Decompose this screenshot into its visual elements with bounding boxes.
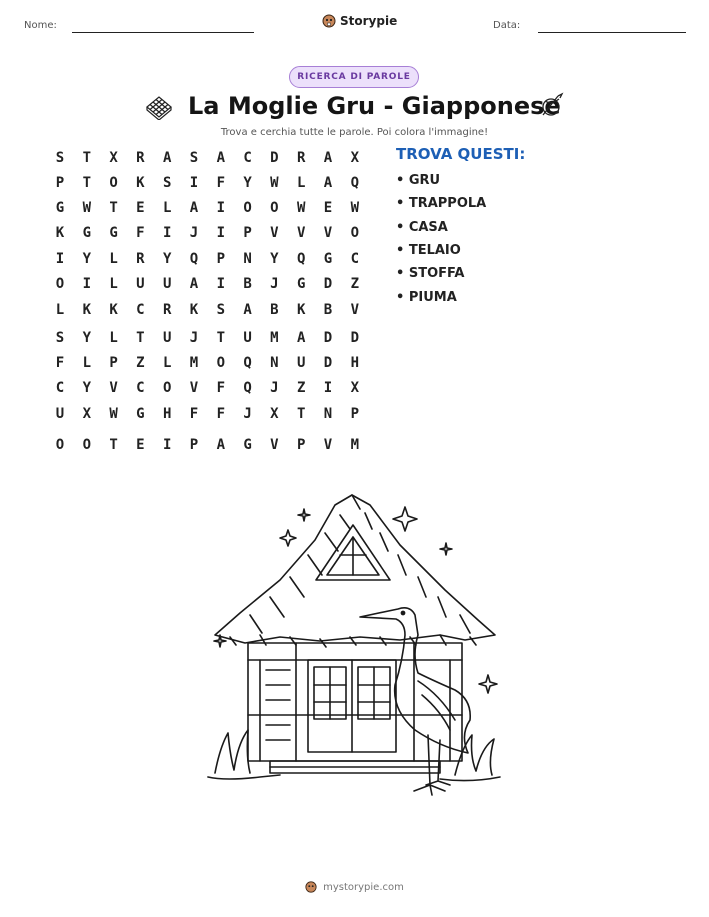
grid-letter[interactable]: I — [216, 276, 226, 292]
grid-letter[interactable]: P — [350, 406, 360, 422]
crane-bird — [360, 608, 470, 753]
grid-letter[interactable]: S — [55, 330, 65, 346]
grid-letter[interactable]: G — [296, 276, 306, 292]
grid-letter[interactable]: C — [350, 251, 360, 267]
grid-letter[interactable]: D — [323, 355, 333, 371]
grid-letter[interactable]: U — [136, 276, 145, 292]
grid-letter[interactable]: Z — [136, 355, 145, 371]
page-title: La Moglie Gru - Giapponese — [188, 92, 561, 120]
grid-letter[interactable]: I — [162, 437, 172, 453]
date-label: Data: — [493, 20, 521, 31]
activity-badge: RICERCA DI PAROLE — [289, 66, 419, 88]
grid-letter[interactable]: O — [55, 276, 65, 292]
grid-letter[interactable]: O — [270, 200, 279, 216]
word-list-title: TROVA QUESTI: — [396, 145, 526, 163]
grid-letter[interactable]: T — [82, 150, 92, 166]
word-item: • PIUMA — [396, 290, 457, 305]
instructions: Trova e cerchia tutte le parole. Poi colora l'immagine! — [220, 127, 489, 138]
grid-letter[interactable]: X — [270, 406, 279, 422]
grid-letter[interactable]: Y — [82, 380, 92, 396]
grid-letter[interactable]: D — [323, 276, 333, 292]
grid-letter[interactable]: G — [109, 225, 118, 241]
grid-letter[interactable]: R — [296, 150, 306, 166]
grid-letter[interactable]: J — [189, 225, 199, 241]
grid-letter[interactable]: E — [136, 200, 145, 216]
brand-name: Storypie — [340, 14, 398, 28]
grid-letter[interactable]: V — [109, 380, 118, 396]
grid-letter[interactable]: W — [109, 406, 118, 422]
grid-letter[interactable]: G — [55, 200, 65, 216]
date-line[interactable] — [538, 32, 686, 33]
grid-letter[interactable]: G — [243, 437, 252, 453]
word-item: • CASA — [396, 220, 448, 235]
coloring-illustration[interactable] — [200, 485, 510, 805]
grid-letter[interactable]: M — [270, 330, 279, 346]
grid-letter[interactable]: G — [323, 251, 333, 267]
thatched-roof — [215, 495, 495, 643]
grid-letter[interactable]: I — [189, 175, 199, 191]
grid-letter[interactable]: F — [216, 175, 226, 191]
woven-fabric-icon — [144, 94, 174, 120]
grid-letter[interactable]: L — [109, 251, 118, 267]
word-item: • STOFFA — [396, 266, 465, 281]
grid-letter[interactable]: B — [323, 302, 333, 318]
grid-letter[interactable]: Q — [350, 175, 360, 191]
grid-letter[interactable]: E — [136, 437, 145, 453]
grid-letter[interactable]: M — [189, 355, 199, 371]
grid-letter[interactable]: G — [82, 225, 92, 241]
grid-letter[interactable]: L — [162, 355, 172, 371]
grid-letter[interactable]: B — [243, 276, 252, 292]
grass-tuft — [215, 730, 250, 773]
grid-letter[interactable]: Y — [162, 251, 172, 267]
grid-letter[interactable]: A — [323, 175, 333, 191]
grid-letter[interactable]: F — [55, 355, 65, 371]
grid-letter[interactable]: Q — [243, 355, 252, 371]
grid-letter[interactable]: Q — [189, 251, 199, 267]
grid-letter[interactable]: R — [136, 150, 145, 166]
grid-letter[interactable]: T — [216, 330, 226, 346]
grid-letter[interactable]: K — [296, 302, 306, 318]
grid-letter[interactable]: A — [323, 150, 333, 166]
grid-letter[interactable]: I — [82, 276, 92, 292]
grid-letter[interactable]: W — [296, 200, 306, 216]
grid-letter[interactable]: P — [189, 437, 199, 453]
grid-letter[interactable]: K — [109, 302, 118, 318]
grid-letter[interactable]: P — [55, 175, 65, 191]
grid-letter[interactable]: L — [82, 355, 92, 371]
grid-letter[interactable]: U — [162, 276, 172, 292]
grid-letter[interactable]: Q — [243, 380, 252, 396]
grid-letter[interactable]: S — [55, 150, 65, 166]
grid-letter[interactable]: P — [296, 437, 306, 453]
grid-letter[interactable]: I — [55, 251, 65, 267]
grid-letter[interactable]: V — [323, 225, 333, 241]
grid-letter[interactable]: L — [55, 302, 65, 318]
grid-letter[interactable]: F — [216, 406, 226, 422]
grid-letter[interactable]: V — [270, 225, 279, 241]
grid-letter[interactable]: M — [350, 437, 360, 453]
grid-letter[interactable]: O — [162, 380, 172, 396]
grid-letter[interactable]: Y — [270, 251, 279, 267]
grid-letter[interactable]: T — [136, 330, 145, 346]
grid-letter[interactable]: V — [189, 380, 199, 396]
grid-letter[interactable]: O — [243, 200, 252, 216]
grid-letter[interactable]: V — [296, 225, 306, 241]
grid-letter[interactable]: F — [216, 380, 226, 396]
grid-letter[interactable]: J — [270, 276, 279, 292]
grid-letter[interactable]: T — [109, 200, 118, 216]
grid-letter[interactable]: A — [216, 150, 226, 166]
grid-letter[interactable]: V — [323, 437, 333, 453]
grid-letter[interactable]: N — [270, 355, 279, 371]
grass-tuft — [455, 735, 494, 775]
grid-letter[interactable]: H — [350, 355, 360, 371]
grid-letter[interactable]: U — [296, 355, 306, 371]
grid-letter[interactable]: R — [136, 251, 145, 267]
grid-letter[interactable]: V — [270, 437, 279, 453]
grid-letter[interactable]: J — [243, 406, 252, 422]
grid-letter[interactable]: O — [55, 437, 65, 453]
grid-letter[interactable]: C — [55, 380, 65, 396]
grid-letter[interactable]: I — [216, 200, 226, 216]
grid-letter[interactable]: P — [109, 355, 118, 371]
grid-letter[interactable]: T — [82, 175, 92, 191]
grid-letter[interactable]: K — [136, 175, 145, 191]
grid-letter[interactable]: A — [162, 150, 172, 166]
word-item: • GRU — [396, 173, 441, 188]
grid-letter[interactable]: A — [296, 330, 306, 346]
name-label: Nome: — [24, 20, 57, 31]
grid-letter[interactable]: U — [55, 406, 65, 422]
grid-letter[interactable]: N — [243, 251, 252, 267]
grid-letter[interactable]: C — [136, 302, 145, 318]
grid-letter[interactable]: Y — [82, 330, 92, 346]
grid-letter[interactable]: A — [189, 200, 199, 216]
grid-letter[interactable]: Q — [296, 251, 306, 267]
grid-letter[interactable]: S — [216, 302, 226, 318]
grid-letter[interactable]: L — [109, 330, 118, 346]
grid-letter[interactable]: S — [162, 175, 172, 191]
grid-letter[interactable]: J — [189, 330, 199, 346]
sparkle-icon — [479, 675, 497, 693]
sparkle-icon — [298, 509, 310, 521]
footer-url[interactable]: mystorypie.com — [323, 881, 404, 893]
grid-letter[interactable]: X — [109, 150, 118, 166]
grid-letter[interactable]: O — [82, 437, 92, 453]
grid-letter[interactable]: L — [109, 276, 118, 292]
grid-letter[interactable]: K — [82, 302, 92, 318]
grid-letter[interactable]: K — [189, 302, 199, 318]
word-item: • TRAPPOLA — [396, 196, 487, 211]
grid-letter[interactable]: L — [296, 175, 306, 191]
grid-letter[interactable]: X — [350, 150, 360, 166]
grid-letter[interactable]: W — [82, 200, 92, 216]
grid-letter[interactable]: P — [216, 251, 226, 267]
grid-letter[interactable]: W — [270, 175, 279, 191]
grid-letter[interactable]: T — [109, 437, 118, 453]
brand-logo — [322, 13, 397, 29]
grid-letter[interactable]: V — [350, 302, 360, 318]
grid-letter[interactable]: D — [350, 330, 360, 346]
grid-letter[interactable]: O — [216, 355, 226, 371]
grid-letter[interactable]: A — [189, 276, 199, 292]
grid-letter[interactable]: D — [270, 150, 279, 166]
grid-letter[interactable]: U — [243, 330, 252, 346]
footer — [0, 880, 709, 894]
grid-letter[interactable]: Y — [243, 175, 252, 191]
grid-letter[interactable]: H — [162, 406, 172, 422]
grid-letter[interactable]: X — [350, 380, 360, 396]
word-item: • TELAIO — [396, 243, 461, 258]
grid-letter[interactable]: E — [323, 200, 333, 216]
grid-letter[interactable]: D — [323, 330, 333, 346]
grid-letter[interactable]: C — [136, 380, 145, 396]
grid-letter[interactable]: A — [216, 437, 226, 453]
beaver-mascot-icon — [305, 880, 317, 894]
grid-letter[interactable]: S — [189, 150, 199, 166]
grid-letter[interactable]: N — [323, 406, 333, 422]
grid-letter[interactable]: I — [162, 225, 172, 241]
grid-letter[interactable]: P — [243, 225, 252, 241]
grid-letter[interactable]: Z — [350, 276, 360, 292]
grid-letter[interactable]: B — [270, 302, 279, 318]
grid-letter[interactable]: F — [189, 406, 199, 422]
sparkle-icon — [440, 543, 452, 555]
grid-letter[interactable]: Y — [82, 251, 92, 267]
grid-letter[interactable]: R — [162, 302, 172, 318]
grid-letter[interactable]: A — [243, 302, 252, 318]
sparkle-icon — [393, 507, 417, 531]
grid-letter[interactable]: I — [216, 225, 226, 241]
grid-letter[interactable]: F — [136, 225, 145, 241]
grid-letter[interactable]: J — [270, 380, 279, 396]
grid-letter[interactable]: G — [136, 406, 145, 422]
grid-letter[interactable]: C — [243, 150, 252, 166]
grid-letter[interactable]: U — [162, 330, 172, 346]
grid-letter[interactable]: O — [350, 225, 360, 241]
beaver-mascot-icon — [322, 13, 336, 29]
grid-letter[interactable]: K — [55, 225, 65, 241]
grid-letter[interactable]: T — [296, 406, 306, 422]
grid-letter[interactable]: X — [82, 406, 92, 422]
grid-letter[interactable]: L — [162, 200, 172, 216]
sparkle-icon — [280, 530, 296, 546]
grid-letter[interactable]: W — [350, 200, 360, 216]
grid-letter[interactable]: O — [109, 175, 118, 191]
grid-letter[interactable]: Z — [296, 380, 306, 396]
name-line[interactable] — [72, 32, 254, 33]
crane-feather-icon — [538, 92, 566, 120]
grid-letter[interactable]: I — [323, 380, 333, 396]
